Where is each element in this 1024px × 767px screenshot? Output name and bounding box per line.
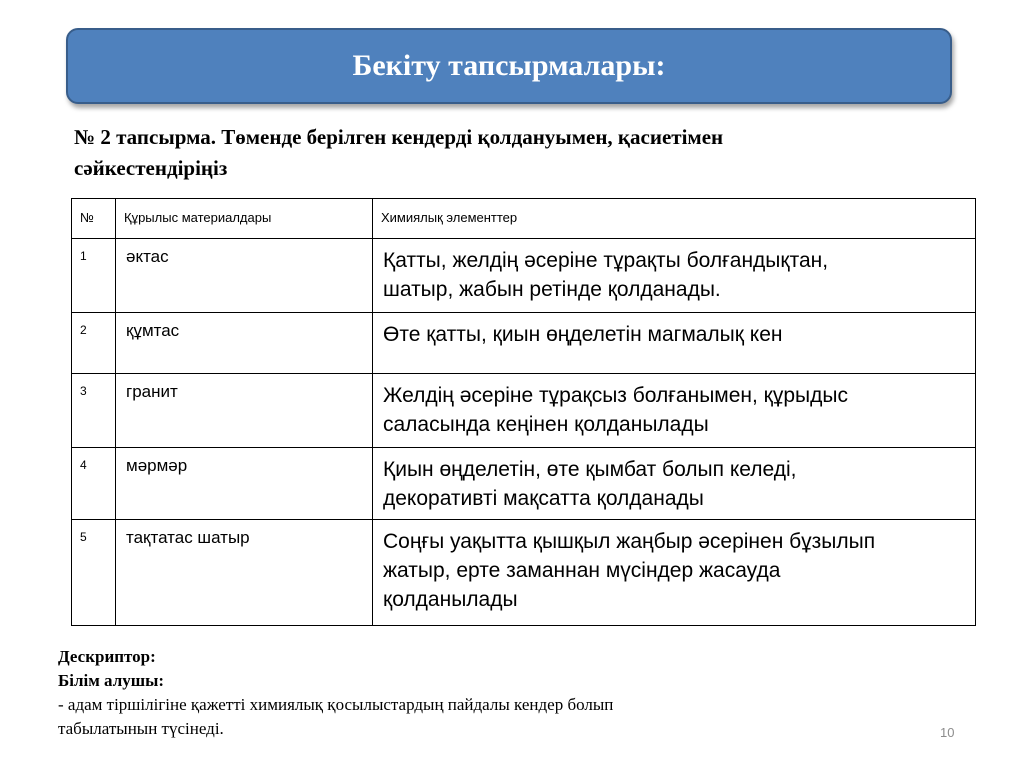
row-description: [373, 374, 976, 448]
title-banner: [66, 28, 952, 104]
table-row: [72, 520, 976, 626]
row-number: 1: [72, 239, 116, 313]
table-row: [72, 448, 976, 520]
description-line: жатыр, ерте заманнан мүсіндер жасауда: [383, 559, 781, 582]
header-material: Құрылыс материалдары: [116, 199, 373, 239]
header-chemical: Химиялық элементтер: [373, 199, 976, 239]
task-line-2: сәйкестендіріңіз: [74, 156, 228, 180]
descriptor-title: Дескриптор:: [58, 647, 156, 666]
descriptor-block: [58, 645, 878, 741]
table-row: [72, 239, 976, 313]
row-description: [373, 448, 976, 520]
table-header-row: [72, 199, 976, 239]
description-line: Желдің әсеріне тұрақсыз болғанымен, құрыдыс: [383, 384, 848, 407]
description-line: Өте қатты, қиын өңделетін магмалық кен: [383, 323, 783, 346]
row-number: 2: [72, 313, 116, 374]
row-description: [373, 520, 976, 626]
page-number: 10: [940, 725, 955, 740]
row-description: [373, 239, 976, 313]
slide-title: Бекіту тапсырмалары:: [352, 49, 666, 82]
table-row: [72, 313, 976, 374]
row-material: әктас: [116, 239, 373, 313]
row-material: мәрмәр: [116, 448, 373, 520]
descriptor-subtitle: Білім алушы:: [58, 671, 165, 690]
row-number: 3: [72, 374, 116, 448]
description-line: шатыр, жабын ретінде қолданады.: [383, 278, 721, 301]
description-line: Соңғы уақытта қышқыл жаңбыр әсерінен бұзылып: [383, 530, 876, 553]
header-number: №: [72, 199, 116, 239]
task-line-1: № 2 тапсырма. Төменде берілген кендерді қолдануымен, қасиетімен: [74, 125, 724, 149]
description-line: декоративті мақсатта қолданады: [383, 487, 704, 510]
description-line: саласында кеңінен қолданылады: [383, 413, 709, 436]
description-line: қолданылады: [383, 588, 518, 611]
table-row: [72, 374, 976, 448]
task-statement: [74, 122, 954, 184]
row-material: тақтатас шатыр: [116, 520, 373, 626]
row-description: [373, 313, 976, 374]
descriptor-line-2: табылатынын түсінеді.: [58, 719, 224, 738]
matching-table: [71, 198, 976, 626]
description-line: Қатты, желдің әсеріне тұрақты болғандықтан,: [383, 249, 829, 272]
row-material: құмтас: [116, 313, 373, 374]
row-number: 5: [72, 520, 116, 626]
descriptor-line-1: - адам тіршілігіне қажетті химиялық қосылыстардың пайдалы кендер болып: [58, 695, 614, 714]
row-number: 4: [72, 448, 116, 520]
row-material: гранит: [116, 374, 373, 448]
description-line: Қиын өңделетін, өте қымбат болып келеді,: [383, 458, 797, 481]
